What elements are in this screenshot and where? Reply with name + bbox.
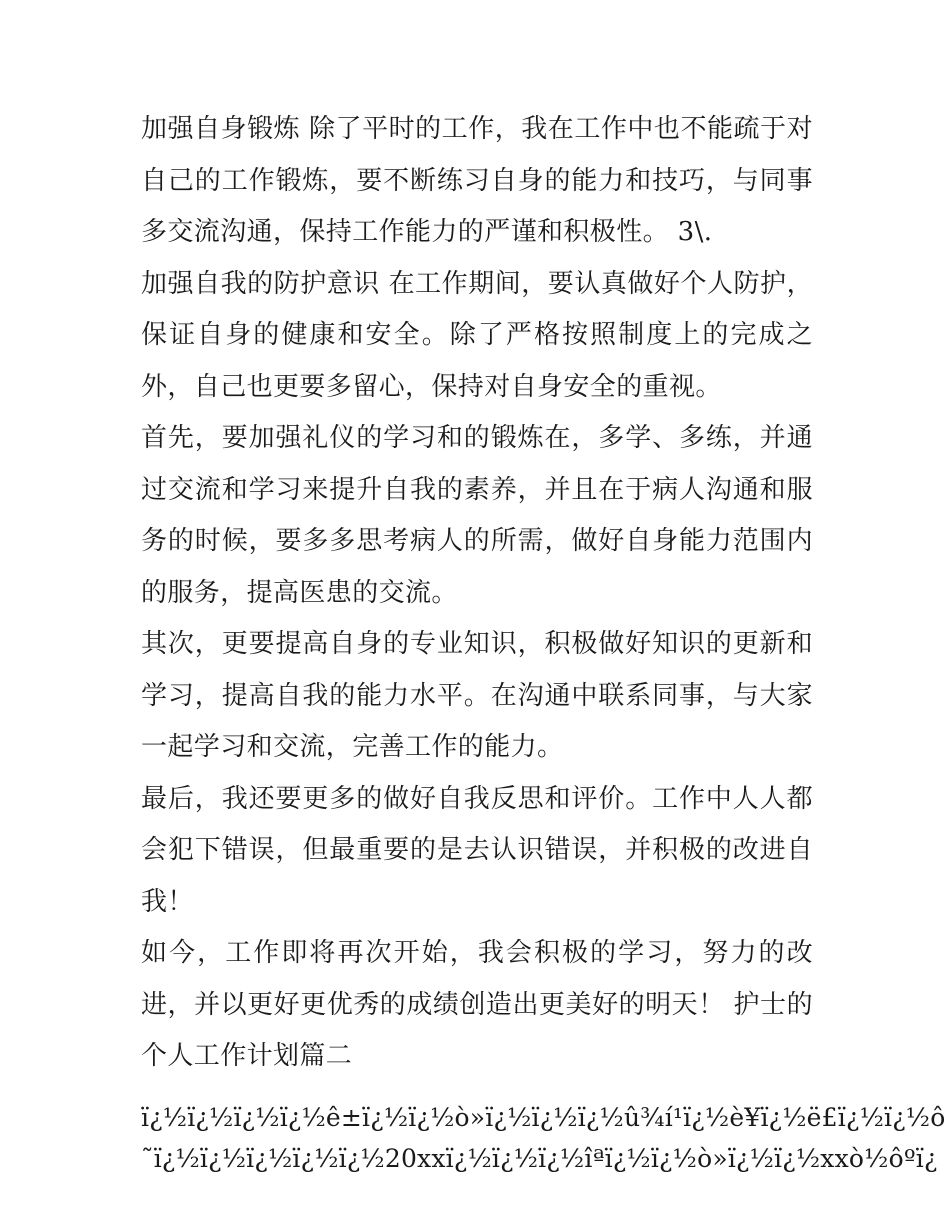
paragraph-first: 首先，要加强礼仪的学习和的锻炼在，多学、多练，并通过交流和学习来提升自我的素养，并且在于病人沟通和服务的时候，要多多思考病人的所需，做好自身能力范围内的服务，提高医患的交流。 [141, 423, 813, 608]
paragraph-conclusion: 如今，工作即将再次开始，我会积极的学习，努力的改进，并以更好更优秀的成绩创造出更美好的明天！ 护士的个人工作计划篇二 [141, 938, 813, 1071]
document-body [141, 104, 946, 1179]
garbled-text-block [141, 1083, 946, 1179]
paragraph-second: 其次，更要提高自身的专业知识，积极做好知识的更新和学习，提高自我的能力水平。在沟通中联系同事，与大家一起学习和交流，完善工作的能力。 [141, 629, 813, 762]
paragraph-self-protection: 加强自我的防护意识 在工作期间，要认真做好个人防护，保证自身的健康和安全。除了严格按照制度上的完成之外，自己也更要多留心，保持对自身安全的重视。 [141, 268, 813, 402]
garbled-line: ï¿½ï¿½ï¿½ï¿½ê±ï¿½ï¿½ò»ï¿½ï¿½ï¿½û¾í¹ï¿½è¥ï¿½ë£ï¿½ï¿½ô [141, 1102, 946, 1132]
paragraph-last: 最后，我还要更多的做好自我反思和评价。工作中人人都会犯下错误，但最重要的是去认识错误，并积极的改进自我！ [141, 783, 813, 917]
paragraph-self-training: 加强自身锻炼 除了平时的工作，我在工作中也不能疏于对自己的工作锻炼，要不断练习自身的能力和技巧，与同事多交流沟通，保持工作能力的严谨和积极性。 3\. [141, 114, 813, 247]
garbled-line: ˜ï¿½ï¿½ï¿½ï¿½ï¿½20xxï¿½ï¿½ï¿½îªï¿½ï¿½ò»ï¿½ï¿½xxò½ôºï¿ [141, 1143, 938, 1173]
